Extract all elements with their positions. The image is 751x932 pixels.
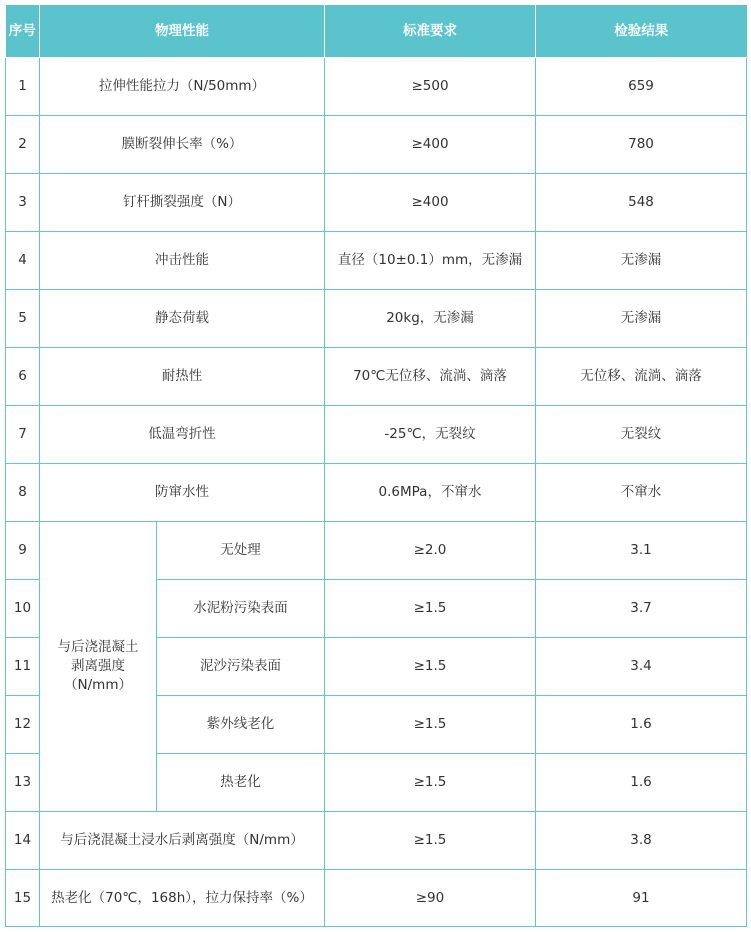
row-result: 3.1 [536,522,747,580]
row-result: 780 [536,116,747,174]
row-number: 12 [6,696,40,754]
row-requirement: 0.6MPa，不窜水 [325,464,536,522]
row-number: 4 [6,232,40,290]
row-property: 低温弯折性 [40,406,325,464]
table-row [6,116,747,174]
row-number: 8 [6,464,40,522]
row-subproperty: 泥沙污染表面 [157,638,325,696]
row-requirement: ≥1.5 [325,696,536,754]
row-number: 10 [6,580,40,638]
row-requirement: 70℃无位移、流淌、滴落 [325,348,536,406]
group-property-label [40,522,157,812]
header-result: 检验结果 [536,5,747,58]
table-row [6,522,747,580]
row-subproperty: 水泥粉污染表面 [157,580,325,638]
row-number: 7 [6,406,40,464]
group-label-line1: 与后浇混凝土 [57,639,139,655]
header-index: 序号 [6,5,40,58]
table-header-row [6,5,747,58]
row-property: 钉杆撕裂强度（N） [40,174,325,232]
row-requirement: ≥2.0 [325,522,536,580]
row-requirement: ≥1.5 [325,638,536,696]
row-requirement: ≥1.5 [325,580,536,638]
table-row [6,290,747,348]
row-requirement: ≥1.5 [325,754,536,812]
row-number: 3 [6,174,40,232]
header-requirement: 标准要求 [325,5,536,58]
table-row [6,348,747,406]
physical-properties-table [5,5,747,927]
row-property: 与后浇混凝土浸水后剥离强度（N/mm） [40,812,325,870]
row-number: 14 [6,812,40,870]
row-result: 无位移、流淌、滴落 [536,348,747,406]
row-requirement: -25℃，无裂纹 [325,406,536,464]
row-requirement: ≥500 [325,58,536,116]
row-number: 9 [6,522,40,580]
row-number: 6 [6,348,40,406]
row-number: 11 [6,638,40,696]
row-number: 15 [6,870,40,927]
row-property: 膜断裂伸长率（%） [40,116,325,174]
row-requirement: 直径（10±0.1）mm，无渗漏 [325,232,536,290]
table-row [6,406,747,464]
row-property: 热老化（70℃，168h），拉力保持率（%） [40,870,325,927]
row-requirement: 20kg，无渗漏 [325,290,536,348]
row-requirement: ≥400 [325,174,536,232]
row-requirement: ≥400 [325,116,536,174]
row-result: 548 [536,174,747,232]
row-property: 耐热性 [40,348,325,406]
row-property: 静态荷载 [40,290,325,348]
table-row [6,812,747,870]
row-subproperty: 紫外线老化 [157,696,325,754]
table-row [6,232,747,290]
header-property: 物理性能 [40,5,325,58]
row-subproperty: 热老化 [157,754,325,812]
row-result: 1.6 [536,696,747,754]
row-property: 冲击性能 [40,232,325,290]
row-requirement: ≥90 [325,870,536,927]
row-result: 1.6 [536,754,747,812]
row-result: 3.8 [536,812,747,870]
row-requirement: ≥1.5 [325,812,536,870]
table-row [6,870,747,927]
row-result: 3.7 [536,580,747,638]
row-number: 13 [6,754,40,812]
row-result: 91 [536,870,747,927]
row-result: 3.4 [536,638,747,696]
row-number: 1 [6,58,40,116]
table-row [6,174,747,232]
group-label-line3: （N/mm） [64,677,132,693]
row-result: 不窜水 [536,464,747,522]
row-number: 2 [6,116,40,174]
row-number: 5 [6,290,40,348]
row-result: 659 [536,58,747,116]
row-property: 拉伸性能拉力（N/50mm） [40,58,325,116]
table-row [6,58,747,116]
row-result: 无裂纹 [536,406,747,464]
row-subproperty: 无处理 [157,522,325,580]
row-result: 无渗漏 [536,290,747,348]
table-row [6,464,747,522]
group-label-line2: 剥离强度 [71,658,125,674]
row-result: 无渗漏 [536,232,747,290]
row-property: 防窜水性 [40,464,325,522]
